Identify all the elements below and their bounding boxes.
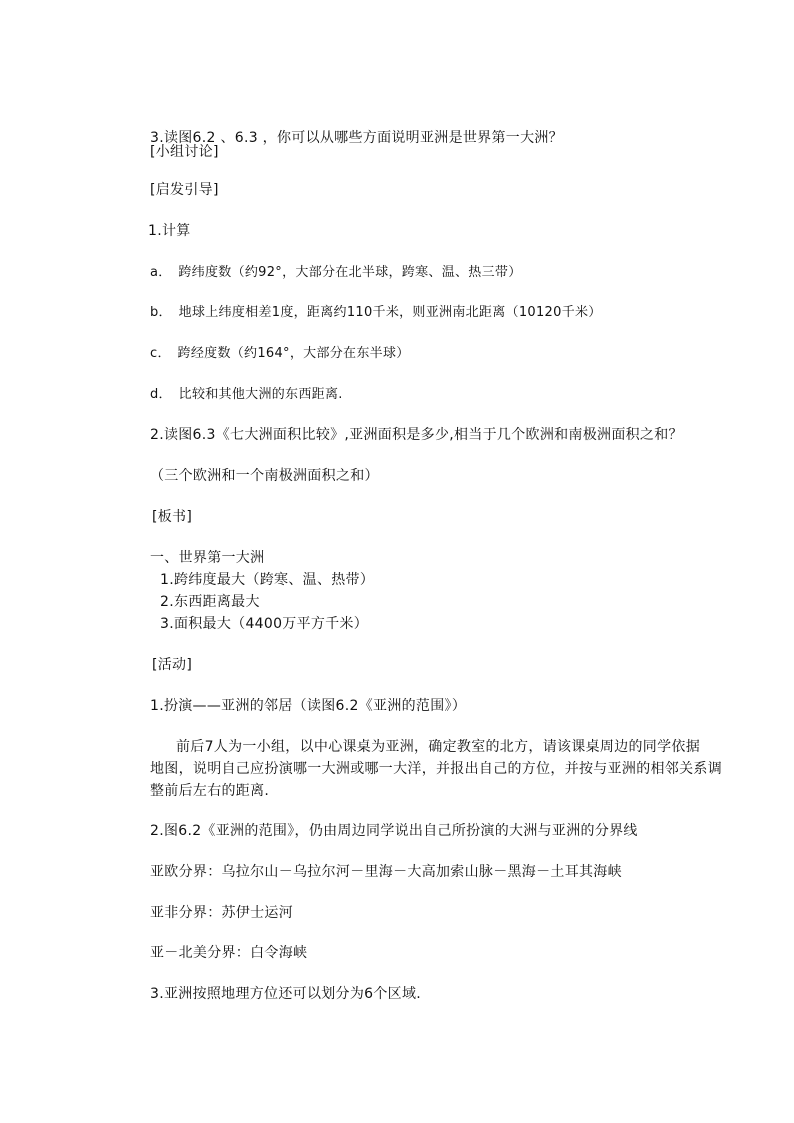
calculation-heading: 1.计算 [148, 223, 191, 239]
question-3: 3.读图6.2 、6.3 ，你可以从哪些方面说明亚洲是世界第一大洲？ [150, 130, 563, 146]
item-a: a． 跨纬度数（约92°，大部分在北半球，跨寒、温、热三带） [150, 265, 522, 280]
board-point-3: 3.面积最大（4400万平方千米） [160, 616, 369, 632]
asia-north-america-boundary: 亚－北美分界：白令海峡 [150, 945, 308, 961]
asia-europe-boundary: 亚欧分界：乌拉尔山－乌拉尔河－里海－大高加索山脉－黑海－土耳其海峡 [150, 864, 622, 880]
activity-2-title: 2.图6.2《亚洲的范围》，仍由周边同学说出自己所扮演的大洲与亚洲的分界线 [150, 823, 638, 839]
activity-1-title: 1.扮演——亚洲的邻居（读图6.2《亚洲的范围》） [150, 698, 467, 714]
item-b: b． 地球上纬度相差1度，距离约110千米，则亚洲南北距离（10120千米） [150, 305, 602, 320]
board-title: 一、世界第一大洲 [150, 550, 265, 566]
asia-africa-boundary: 亚非分界：苏伊士运河 [150, 905, 293, 921]
group-discussion-heading: [小组讨论] [150, 144, 219, 160]
item-c: c． 跨经度数（约164°，大部分在东半球） [150, 346, 410, 361]
guidance-heading: [启发引导] [150, 182, 219, 198]
board-point-2: 2.东西距离最大 [160, 594, 260, 610]
question-2: 2.读图6.3《七大洲面积比较》,亚洲面积是多少,相当于几个欧洲和南极洲面积之和？ [150, 427, 683, 443]
activity-1-line-3: 整前后左右的距离. [150, 783, 270, 799]
board-point-1: 1.跨纬度最大（跨寒、温、热带） [160, 572, 375, 588]
activity-1-line-2: 地图，说明自己应扮演哪一大洲或哪一大洋，并报出自己的方位，并按与亚洲的相邻关系调 [150, 761, 722, 777]
board-heading: [板书] [152, 509, 193, 525]
answer-2: （三个欧洲和一个南极洲面积之和） [150, 468, 379, 484]
item-d: d． 比较和其他大洲的东西距离. [150, 387, 343, 402]
activity-1-line-1: 前后7人为一小组，以中心课桌为亚洲，确定教室的北方，请该课桌周边的同学依据 [176, 739, 701, 755]
activity-3-title: 3.亚洲按照地理方位还可以划分为6个区域. [150, 986, 422, 1002]
activity-heading: [活动] [152, 657, 193, 673]
